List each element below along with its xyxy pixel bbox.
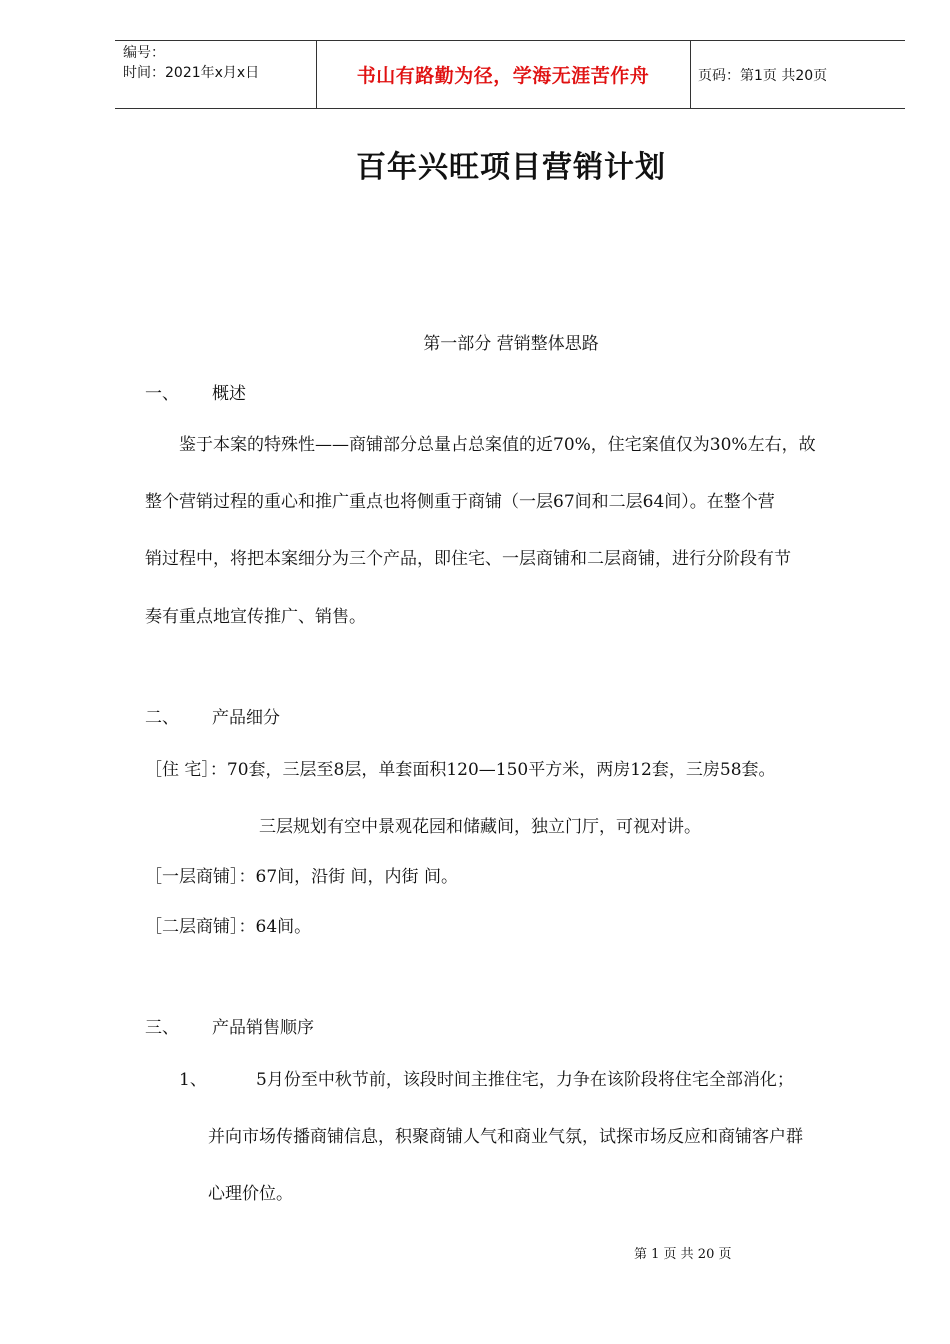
product-line: ［住 宅］：70套，三层至8层，单套面积120—150平方米，两房12套，三房58套。 <box>145 760 776 780</box>
paragraph-line: 鉴于本案的特殊性——商铺部分总量占总案值的近70%，住宅案值仅为30%左右，故 <box>179 435 816 455</box>
document-title: 百年兴旺项目营销计划 <box>356 150 666 185</box>
paragraph-line: 整个营销过程的重心和推广重点也将侧重于商铺（一层67间和二层64间）。在整个营 <box>145 492 775 512</box>
page-footer: 第 1 页 共 20 页 <box>634 1247 732 1262</box>
list-item-line: 并向市场传播商铺信息，积聚商铺人气和商业气氛，试探市场反应和商铺客户群 <box>208 1127 803 1147</box>
product-line: ［二层商铺］：64间。 <box>145 917 312 937</box>
page-header <box>115 40 905 109</box>
header-meta <box>123 43 259 83</box>
time-label: 时间：2021年x月x日 <box>123 65 260 81</box>
section-heading: 产品细分 <box>212 708 280 728</box>
section-number: 三、 <box>145 1018 179 1038</box>
list-item-line: 5月份至中秋节前，该段时间主推住宅，力争在该阶段将住宅全部消化； <box>256 1070 794 1090</box>
list-item-line: 心理价位。 <box>208 1184 293 1204</box>
section-number: 二、 <box>145 708 179 728</box>
product-line: ［一层商铺］：67间，沿街 间，内街 间。 <box>145 867 458 887</box>
section-heading: 产品销售顺序 <box>212 1018 314 1038</box>
section-number: 一、 <box>145 384 179 404</box>
header-slogan: 书山有路勤为径，学海无涯苦作舟 <box>356 65 650 87</box>
header-divider <box>690 41 691 108</box>
part-heading: 第一部分 营销整体思路 <box>423 334 599 354</box>
list-item-number: 1、 <box>179 1070 207 1090</box>
code-label: 编号： <box>123 45 165 61</box>
header-page-label: 页码：第1页 共20页 <box>698 67 828 84</box>
paragraph-line: 奏有重点地宣传推广、销售。 <box>145 607 366 627</box>
paragraph-line: 销过程中，将把本案细分为三个产品，即住宅、一层商铺和二层商铺，进行分阶段有节 <box>145 549 791 569</box>
product-line: 三层规划有空中景观花园和储藏间，独立门厅，可视对讲。 <box>259 817 701 837</box>
section-heading: 概述 <box>212 384 246 404</box>
